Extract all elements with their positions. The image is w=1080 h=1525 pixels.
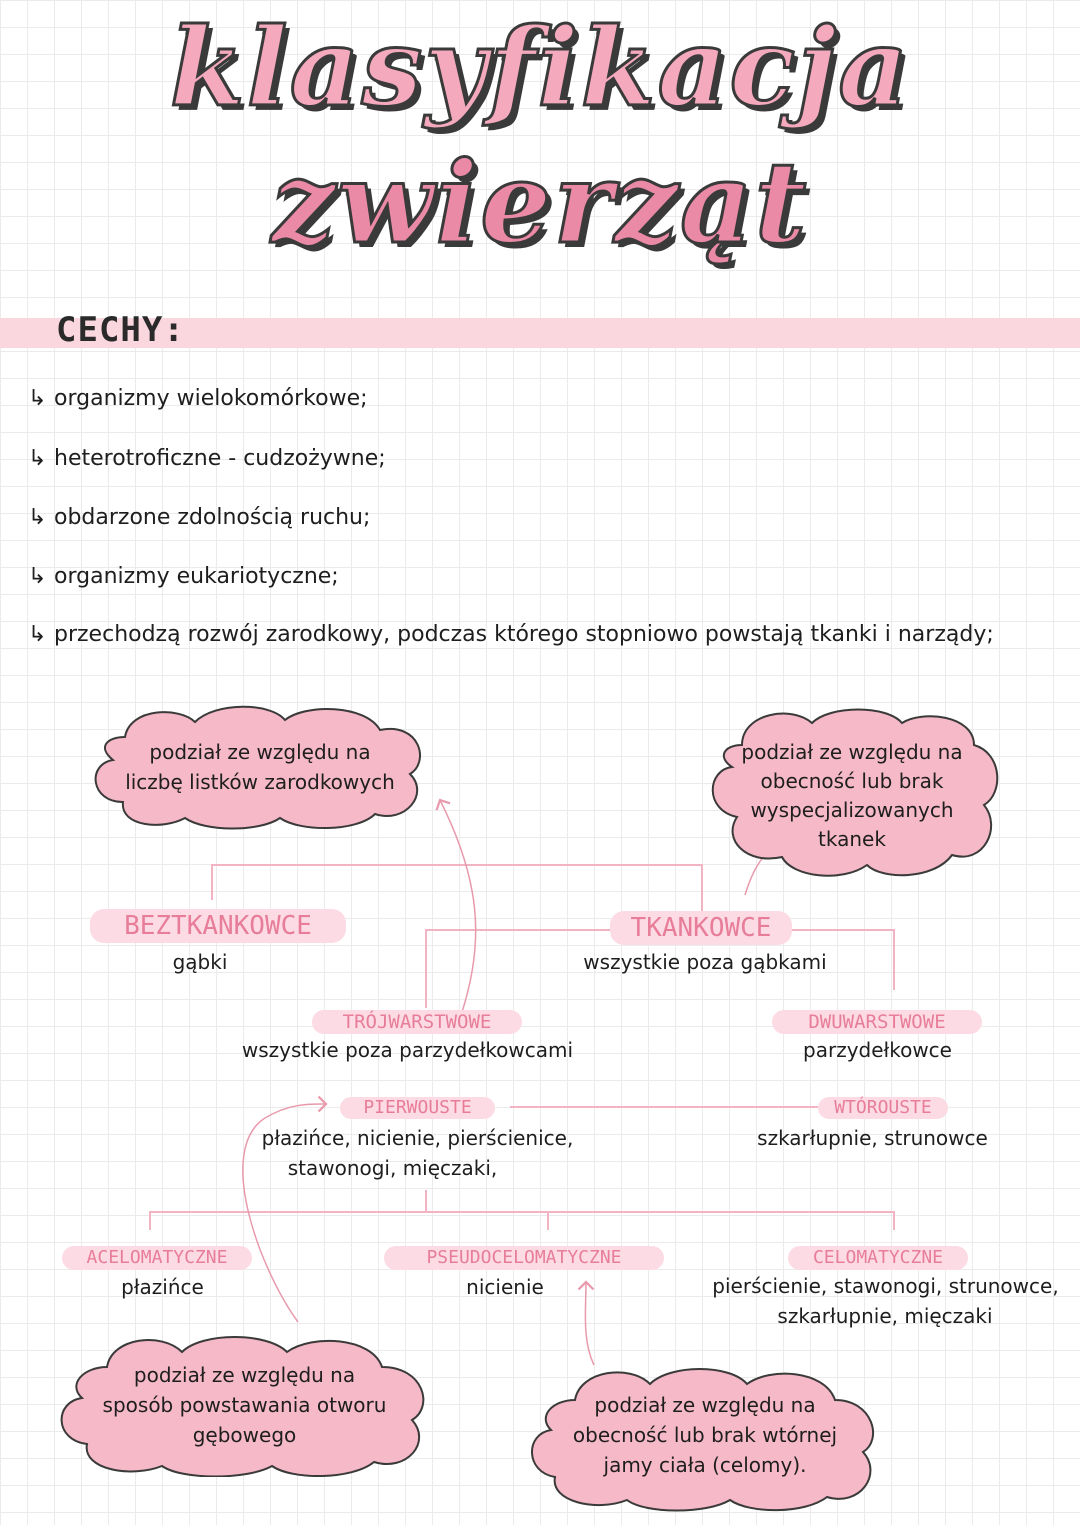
desc-trojwarstwowe: wszystkie poza parzydełkowcami <box>241 1038 574 1062</box>
cloud-line: podział ze względu na <box>133 1363 356 1387</box>
cloud-line: tkanek <box>818 827 886 851</box>
label-beztkankowce: BEZTKANKOWCE <box>90 909 346 943</box>
cloud-line: podział ze względu na <box>149 740 371 764</box>
arrow-icon: ↳ <box>28 446 47 471</box>
cloud-coelom <box>525 1362 885 1512</box>
cloud-tissues <box>702 705 1002 880</box>
label-trojwarstwowe: TRÓJWARSTWOWE <box>312 1010 522 1034</box>
arrow-icon: ↳ <box>28 622 47 647</box>
feature-text: organizmy eukariotyczne; <box>54 564 339 589</box>
title-line-1: klasyfikacja <box>169 5 911 131</box>
desc-celomatyczne-2: szkarłupnie, mięczaki <box>777 1304 993 1328</box>
cloud-line: wyspecjalizowanych <box>750 798 954 822</box>
cloud-line: podział ze względu na <box>741 740 963 764</box>
cloud-line: liczbę listków zarodkowych <box>125 770 395 794</box>
cloud-line: obecność lub brak <box>760 769 944 793</box>
feature-text: organizmy wielokomórkowe; <box>54 386 368 411</box>
arrow-icon: ↳ <box>28 505 47 530</box>
desc-tkankowce: wszystkie poza gąbkami <box>583 950 827 974</box>
cloud-line: obecność lub brak wtórnej <box>572 1423 838 1447</box>
arrow-icon: ↳ <box>28 564 47 589</box>
feature-text: heterotroficzne - cudzożywne; <box>54 446 386 471</box>
desc-celomatyczne-1: pierścienie, stawonogi, strunowce, <box>712 1274 1059 1298</box>
desc-beztkankowce: gąbki <box>172 950 228 974</box>
label-pseudocelomatyczne: PSEUDOCELOMATYCZNE <box>384 1246 664 1270</box>
arrow-icon: ↳ <box>28 386 47 411</box>
label-acelomatyczne: ACELOMATYCZNE <box>62 1246 252 1270</box>
cloud-line: jamy ciała (celomy). <box>603 1453 807 1477</box>
label-pierwouste: PIERWOUSTE <box>340 1097 495 1119</box>
label-wtorouste: WTÓROUSTE <box>818 1097 948 1119</box>
label-celomatyczne: CELOMATYCZNE <box>788 1246 968 1270</box>
label-dwuwarstwowe: DWUWARSTWOWE <box>772 1010 982 1034</box>
cloud-line: sposób powstawania otworu <box>102 1393 387 1417</box>
desc-acelomatyczne: płazińce <box>121 1275 204 1299</box>
cloud-germ-layers <box>85 702 435 832</box>
desc-pierwouste-1: płazińce, nicienie, pierścienice, <box>261 1126 574 1150</box>
desc-pseudocelomatyczne: nicienie <box>466 1275 544 1299</box>
title-line-2: zwierząt <box>271 138 809 269</box>
feature-text: przechodzą rozwój zarodkowy, podczas którego stopniowo powstają tkanki i narządy; <box>54 622 994 647</box>
cloud-mouth <box>52 1332 437 1477</box>
desc-dwuwarstwowe: parzydełkowce <box>803 1038 952 1062</box>
features-heading: CECHY: <box>56 310 185 350</box>
label-tkankowce: TKANKOWCE <box>610 911 792 945</box>
desc-pierwouste-2: stawonogi, mięczaki, <box>287 1156 498 1180</box>
desc-wtorouste: szkarłupnie, strunowce <box>757 1126 988 1150</box>
feature-text: obdarzone zdolnością ruchu; <box>54 505 371 530</box>
cloud-line: podział ze względu na <box>594 1393 816 1417</box>
cloud-line: gębowego <box>192 1423 297 1447</box>
